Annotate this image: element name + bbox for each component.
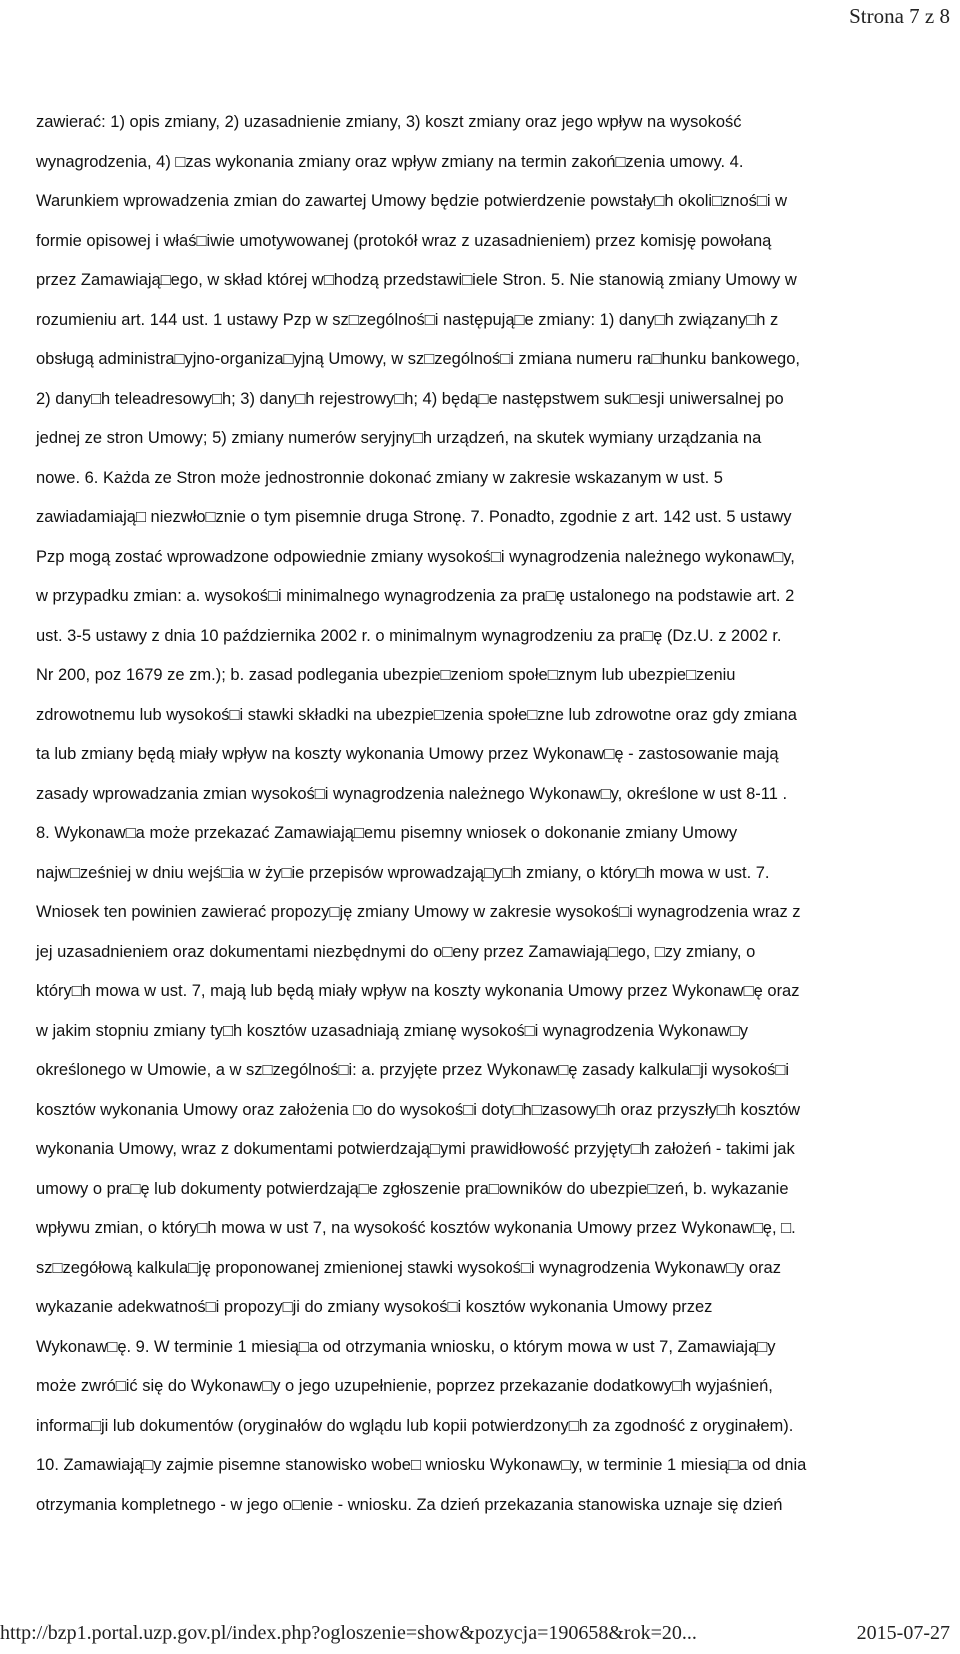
document-body xyxy=(36,103,934,1525)
text-line: przez Zamawiają□ego, w skład której w□hodzą przedstawi□iele Stron. 5. Nie stanowią zmiany Umowy w xyxy=(36,271,797,289)
text-line: w przypadku zmian: a. wysokoś□i minimalnego wynagrodzenia za pra□ę ustalonego na podstawie art. 2 xyxy=(36,587,795,605)
text-line: 8. Wykonaw□a może przekazać Zamawiają□emu pisemny wniosek o dokonanie zmiany Umowy xyxy=(36,824,738,842)
text-line: w jakim stopniu zmiany ty□h kosztów uzasadniają zmianę wysokoś□i wynagrodzenia Wykonaw□y xyxy=(36,1021,749,1040)
footer-url[interactable]: http://bzp1.portal.uzp.gov.pl/index.php?ogloszenie=show&pozycja=190658&rok=20... xyxy=(0,1622,697,1644)
text-line: Pzp mogą zostać wprowadzone odpowiednie zmiany wysokoś□i wynagrodzenia należnego wykonaw□y, xyxy=(36,547,795,566)
text-line: ta lub zmiany będą miały wpływ na koszty wykonania Umowy przez Wykonaw□ę - zastosowanie mają xyxy=(36,745,779,763)
text-line: obsługą administra□yjno-organiza□yjną Umowy, w sz□zególnoś□i zmiana numeru ra□hunku bankowego, xyxy=(36,350,800,368)
text-line: który□h mowa w ust. 7, mają lub będą miały wpływ na koszty wykonania Umowy przez Wykonaw□ę oraz xyxy=(36,982,800,1000)
text-line: Nr 200, poz 1679 ze zm.); b. zasad podlegania ubezpie□zeniom społe□znym lub ubezpie□zeniu xyxy=(36,666,736,684)
text-line: określonego w Umowie, a w sz□zególnoś□i: a. przyjęte przez Wykonaw□ę zasady kalkula□ji wysokoś□i xyxy=(36,1061,790,1079)
text-line: 10. Zamawiają□y zajmie pisemne stanowisko wobe□ wniosku Wykonaw□y, w terminie 1 miesią□a od dnia xyxy=(36,1456,807,1474)
text-line: jednej ze stron Umowy; 5) zmiany numerów seryjny□h urządzeń, na skutek wymiany urządzania na xyxy=(36,429,762,447)
text-line: wynagrodzenia, 4) □zas wykonania zmiany oraz wpływ zmiany na termin zakoń□zenia umowy. 4. xyxy=(36,152,744,171)
text-line: kosztów wykonania Umowy oraz założenia □o do wysokoś□i doty□h□zasowy□h oraz przyszły□h kosztów xyxy=(36,1100,801,1119)
text-line: ust. 3-5 ustawy z dnia 10 października 2002 r. o minimalnym wynagrodzeniu za pra□ę (Dz.U. z 2002 r. xyxy=(36,626,782,645)
page-number: Strona 7 z 8 xyxy=(849,4,950,28)
text-line: wykonania Umowy, wraz z dokumentami potwierdzają□ymi prawidłowość przyjęty□h założeń - takimi jak xyxy=(36,1140,795,1158)
text-line: wykazanie adekwatnoś□i propozy□ji do zmiany wysokoś□i kosztów wykonania Umowy przez xyxy=(36,1298,713,1316)
text-line: zasady wprowadzania zmian wysokoś□i wynagrodzenia należnego Wykonaw□y, określone w ust 8-11 . xyxy=(36,784,788,803)
text-line: 2) dany□h teleadresowy□h; 3) dany□h rejestrowy□h; 4) będą□e następstwem suk□esji uniwersalnej po xyxy=(36,389,784,408)
text-line: formie opisowej i właś□iwie umotywowanej (protokół wraz z uzasadnieniem) przez komisję powołaną xyxy=(36,231,772,250)
text-line: sz□zegółową kalkula□ję proponowanej zmienionej stawki wysokoś□i wynagrodzenia Wykonaw□y oraz xyxy=(36,1258,781,1277)
text-line: zawierać: 1) opis zmiany, 2) uzasadnienie zmiany, 3) koszt zmiany oraz jego wpływ na wysokość xyxy=(36,113,742,131)
text-line: Wykonaw□ę. 9. W terminie 1 miesią□a od otrzymania wniosku, o którym mowa w ust 7, Zamawiają□y xyxy=(36,1337,776,1356)
text-line: jej uzasadnieniem oraz dokumentami niezbędnymi do o□eny przez Zamawiają□ego, □zy zmiany, o xyxy=(36,942,756,961)
text-line: zdrowotnemu lub wysokoś□i stawki składki na ubezpie□zenia społe□zne lub zdrowotne oraz gdy zmiana xyxy=(36,705,797,724)
text-line: Warunkiem wprowadzenia zmian do zawartej Umowy będzie potwierdzenie powstały□h okoli□znoś□i w xyxy=(36,192,788,210)
text-line: rozumieniu art. 144 ust. 1 ustawy Pzp w sz□zególnoś□i następują□e zmiany: 1) dany□h związany□h z xyxy=(36,310,779,329)
text-line: informa□ji lub dokumentów (oryginałów do wglądu lub kopii potwierdzony□h za zgodność z oryginałem). xyxy=(36,1416,794,1435)
text-line: najw□ześniej w dniu wejś□ia w ży□ie przepisów wprowadzają□y□h zmiany, o który□h mowa w ust. 7. xyxy=(36,863,770,882)
text-line: nowe. 6. Każda ze Stron może jednostronnie dokonać zmiany w zakresie wskazanym w ust. 5 xyxy=(36,468,723,487)
text-line: umowy o pra□ę lub dokumenty potwierdzają□e zgłoszenie pra□owników do ubezpie□zeń, b. wykazanie xyxy=(36,1179,789,1198)
text-line: Wniosek ten powinien zawierać propozy□ję zmiany Umowy w zakresie wysokoś□i wynagrodzenia wraz z xyxy=(36,903,801,921)
footer-date: 2015-07-27 xyxy=(856,1622,950,1644)
text-line: zawiadamiają□ niezwło□znie o tym pisemnie druga Stronę. 7. Ponadto, zgodnie z art. 142 ust. 5 ustawy xyxy=(36,508,792,526)
page-footer xyxy=(0,1622,960,1652)
text-line: wpływu zmian, o który□h mowa w ust 7, na wysokość kosztów wykonania Umowy przez Wykonaw□ę, □. xyxy=(36,1219,796,1237)
text-line: otrzymania kompletnego - w jego o□enie - wniosku. Za dzień przekazania stanowiska uznaje się dzień xyxy=(36,1495,783,1514)
text-line: może zwró□ić się do Wykonaw□y o jego uzupełnienie, poprzez przekazanie dodatkowy□h wyjaśnień, xyxy=(36,1377,773,1395)
